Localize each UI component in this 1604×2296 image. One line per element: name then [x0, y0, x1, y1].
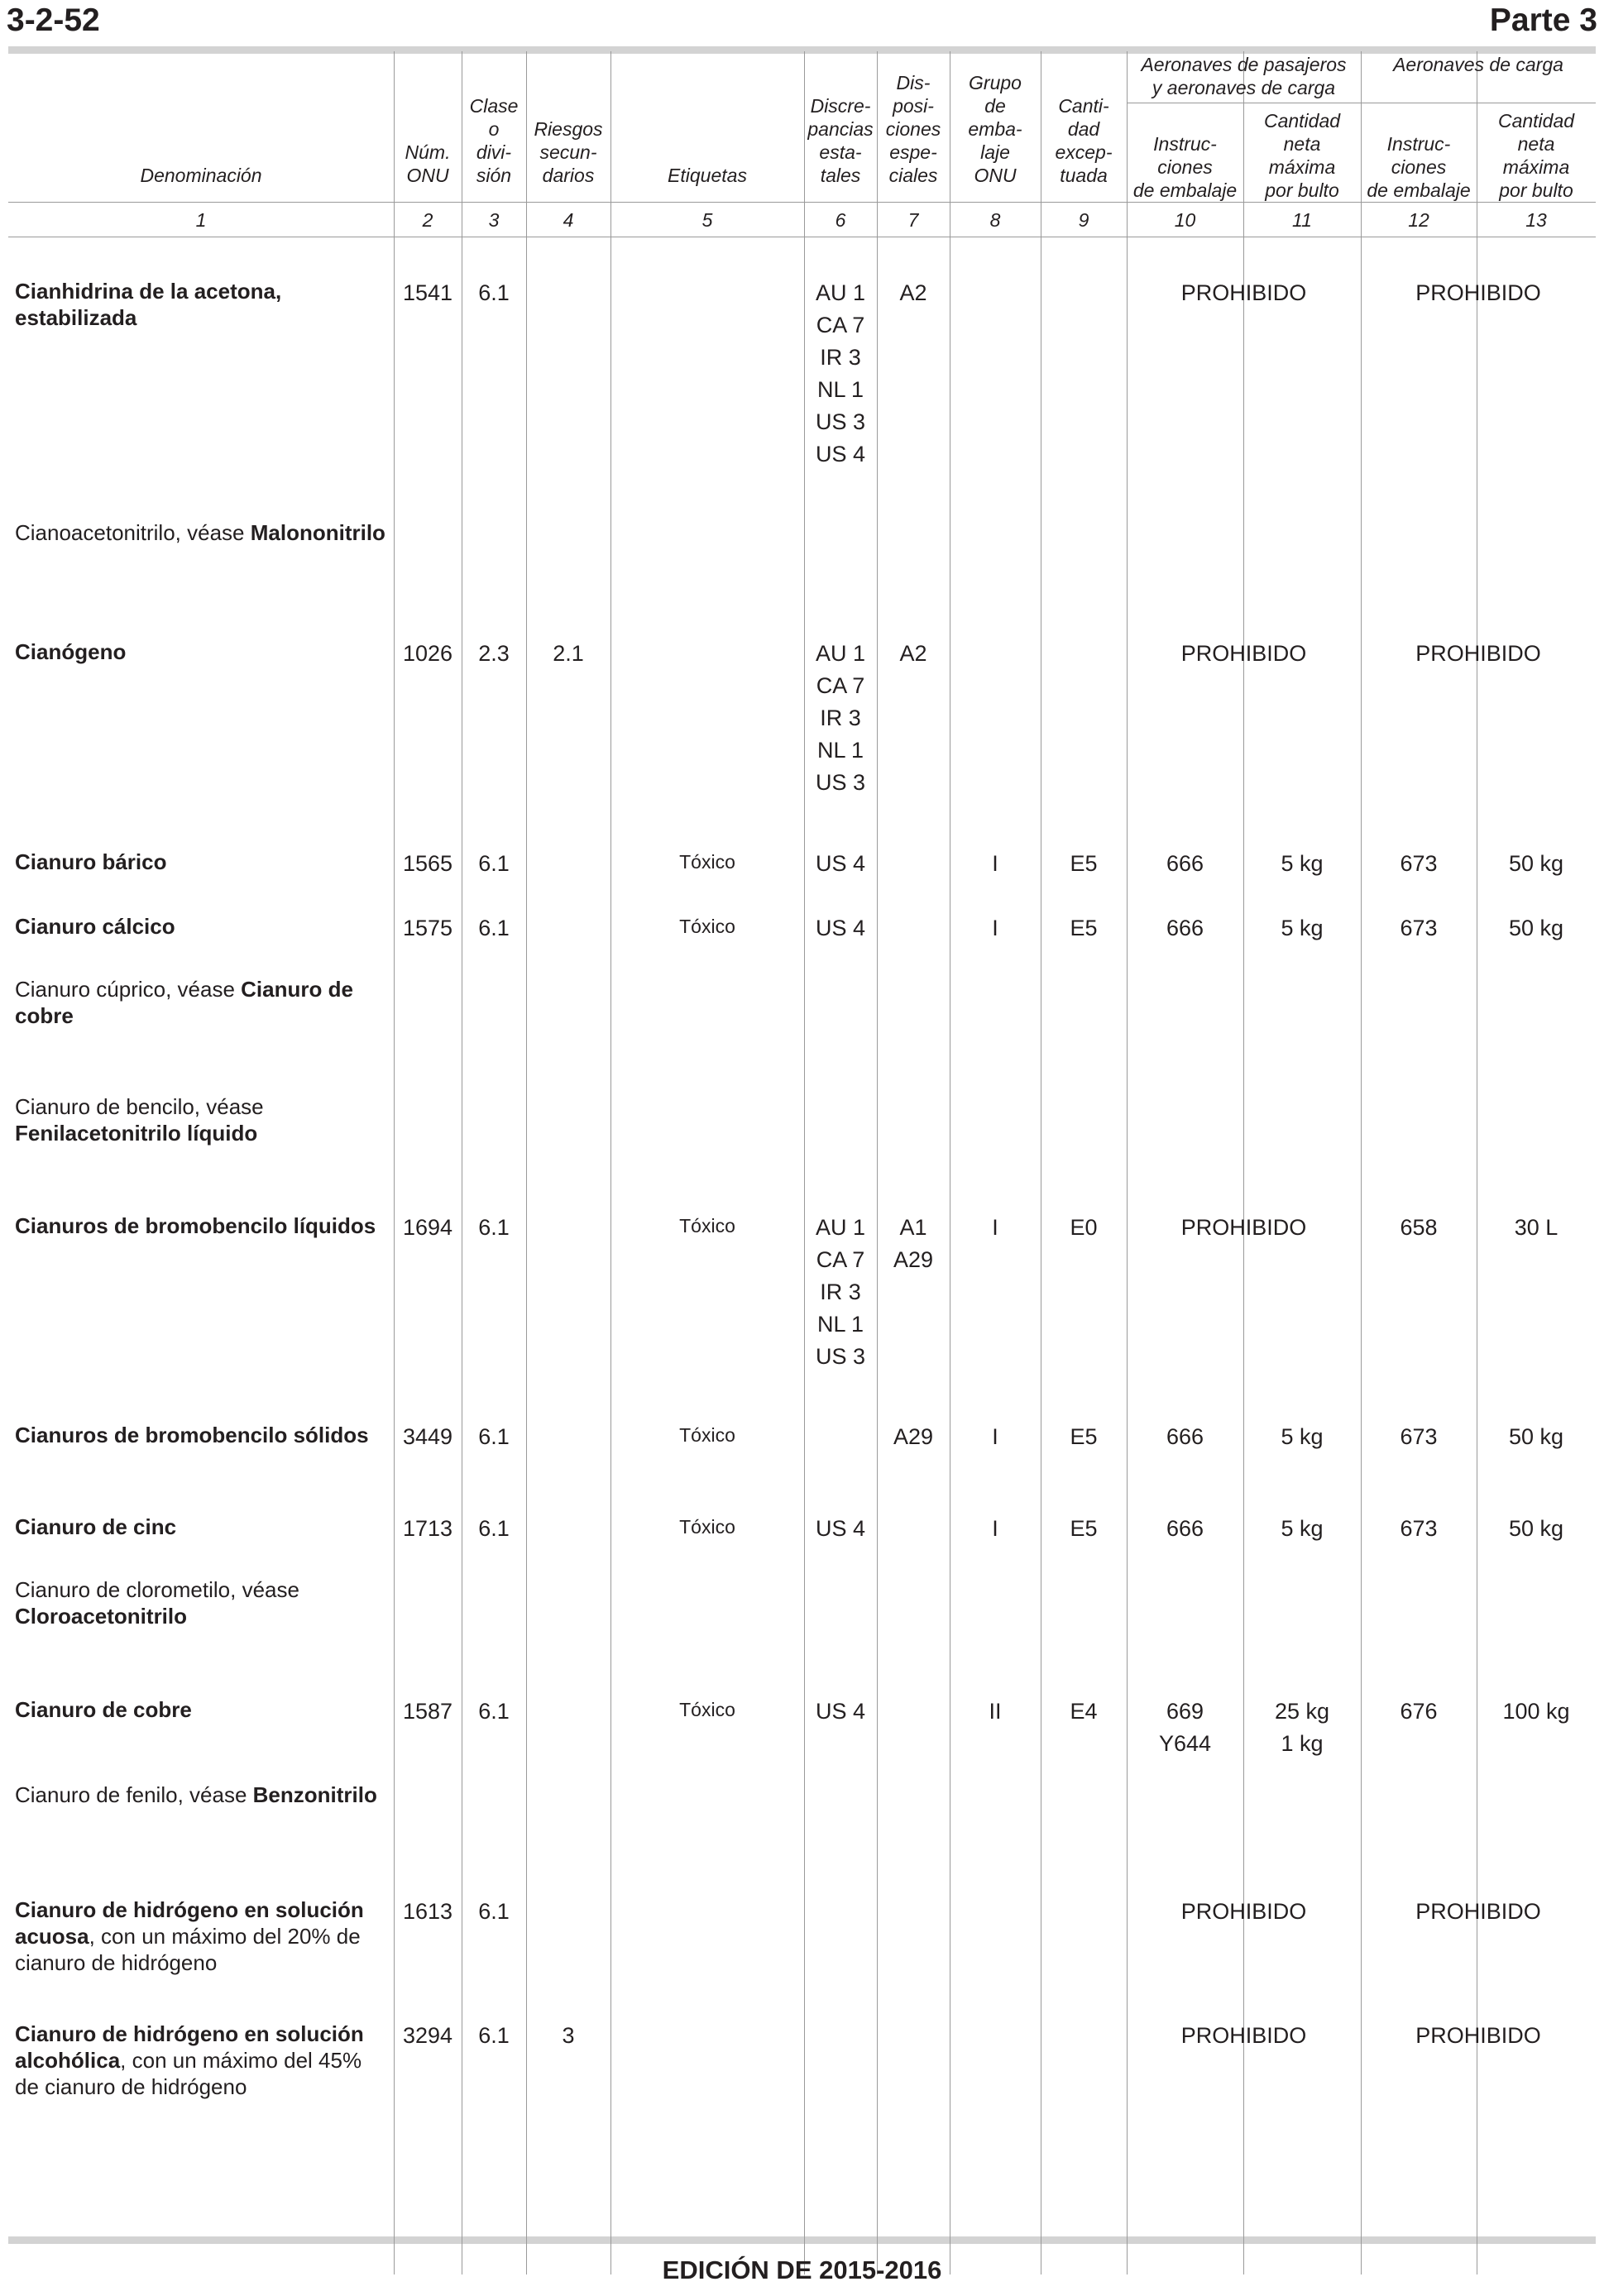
substance-name: Cianuros de bromobencilo líquidos — [15, 1213, 376, 1238]
cell-discrepancias: US 4 — [815, 1516, 866, 1541]
col-number: 5 — [701, 209, 713, 231]
cell-disposiciones: A1 A29 — [893, 1215, 934, 1272]
bottom-rule — [8, 2236, 1596, 2244]
cell-cantidad-c: 50 kg — [1508, 1424, 1564, 1449]
cell-prohibido-pasajeros: PROHIBIDO — [1180, 641, 1307, 666]
cross-reference: Malononitrilo — [250, 520, 385, 545]
cell-clase: 6.1 — [478, 1899, 510, 1924]
cell-instrucciones-p: 666 — [1166, 1516, 1204, 1541]
substance-name: Cianuro de cinc — [15, 1514, 177, 1539]
row-name: Cianoacetonitrilo, véase Malononitrilo — [15, 520, 385, 545]
cell-onu: 1541 — [402, 280, 453, 305]
cell-onu: 3294 — [402, 2023, 453, 2048]
column-divider — [526, 51, 527, 2274]
cell-riesgos: 2.1 — [553, 641, 584, 666]
column-divider — [1243, 51, 1244, 2274]
col-number: 11 — [1292, 209, 1312, 231]
cell-instrucciones-c: 673 — [1400, 916, 1438, 940]
column-divider — [1361, 51, 1362, 2274]
col-header-instrucciones-c: Instruc- ciones de embalaje — [1367, 133, 1471, 201]
cell-clase: 6.1 — [478, 2023, 510, 2048]
cell-instrucciones-c: 658 — [1400, 1215, 1438, 1240]
col-number: 7 — [907, 209, 919, 231]
edition-footer: EDICIÓN DE 2015-2016 — [662, 2255, 942, 2284]
cell-onu: 3449 — [402, 1424, 453, 1449]
col-number: 10 — [1174, 209, 1196, 231]
cell-prohibido-pasajeros: PROHIBIDO — [1180, 280, 1307, 305]
cell-disposiciones: A2 — [899, 280, 927, 305]
row-name — [15, 1213, 391, 1239]
cell-prohibido-carga: PROHIBIDO — [1415, 1899, 1541, 1924]
row-name — [15, 639, 391, 665]
cell-discrepancias: AU 1 CA 7 IR 3 NL 1 US 3 US 4 — [815, 280, 866, 466]
col-header-cantidad-exceptuada: Canti- dad excep- tuada — [1055, 95, 1113, 186]
cell-instrucciones-c: 673 — [1400, 1516, 1438, 1541]
row-name: Cianuro de fenilo, véase Benzonitrilo — [15, 1782, 377, 1807]
cell-instrucciones-p: 666 — [1166, 851, 1204, 876]
cell-etiquetas: Tóxico — [679, 1424, 735, 1446]
row-name — [15, 1696, 391, 1723]
col-header-aeronaves-carga: Aeronaves de carga — [1393, 54, 1563, 75]
cell-clase: 6.1 — [478, 1699, 510, 1724]
row-name: Cianuro de bencilo, véase Fenilacetonitrilo líquido — [15, 1094, 264, 1146]
substance-name: Cianuro de hidrógeno en solución acuosa — [15, 1897, 364, 1949]
cell-instrucciones-c: 673 — [1400, 851, 1438, 876]
col-header-instrucciones-p: Instruc- ciones de embalaje — [1132, 133, 1238, 201]
cell-grupo: I — [992, 851, 998, 876]
cell-etiquetas: Tóxico — [679, 1699, 735, 1720]
cell-exceptuada: E5 — [1070, 1424, 1098, 1449]
row-name: Cianuro de hidrógeno en solución alcohólica, con un máximo del 45% de cianuro de hidrógeno — [15, 2021, 364, 2099]
cell-cantidad-c: 30 L — [1514, 1215, 1559, 1240]
cross-reference: Cloroacetonitrilo — [15, 1604, 188, 1629]
part-label: Parte 3 — [1489, 2, 1597, 38]
cell-instrucciones-p: 669 Y644 — [1158, 1699, 1212, 1756]
cell-onu: 1575 — [402, 916, 453, 940]
col-number: 1 — [195, 209, 207, 231]
substance-name: Cianuro bárico — [15, 849, 167, 874]
cell-onu: 1565 — [402, 851, 453, 876]
col-number: 9 — [1078, 209, 1089, 231]
cell-etiquetas: Tóxico — [679, 851, 735, 873]
col-header-disposiciones: Dis- posi- ciones espe- ciales — [885, 72, 941, 186]
substance-name: Cianuros de bromobencilo sólidos — [15, 1423, 369, 1447]
substance-name: Cianuro de hidrógeno en solución alcohólica — [15, 2021, 364, 2073]
cell-grupo: I — [992, 1215, 998, 1240]
cell-riesgos: 3 — [562, 2023, 575, 2048]
cell-etiquetas: Tóxico — [679, 1516, 735, 1538]
cell-prohibido-pasajeros: PROHIBIDO — [1180, 1215, 1307, 1240]
cell-cantidad-p: 5 kg — [1281, 1424, 1324, 1449]
cell-prohibido-carga: PROHIBIDO — [1415, 280, 1541, 305]
cell-grupo: I — [992, 916, 998, 940]
row-name: Cianuro cúprico, véase Cianuro de cobre — [15, 977, 353, 1028]
cross-reference: Cianuro de cobre — [15, 977, 353, 1028]
cell-instrucciones-c: 673 — [1400, 1424, 1438, 1449]
cell-clase: 6.1 — [478, 851, 510, 876]
col-header-onu: Núm. ONU — [405, 141, 451, 186]
col-number: 6 — [835, 209, 846, 231]
cell-grupo: I — [992, 1424, 998, 1449]
cell-etiquetas: Tóxico — [679, 916, 735, 937]
col-header-denominacion: Denominación — [140, 165, 262, 186]
cell-cantidad-c: 50 kg — [1508, 1516, 1564, 1541]
col-number: 3 — [488, 209, 500, 231]
col-number: 13 — [1525, 209, 1547, 231]
col-number: 12 — [1408, 209, 1429, 231]
cell-instrucciones-p: 666 — [1166, 1424, 1204, 1449]
cell-discrepancias: US 4 — [815, 916, 866, 940]
cell-grupo: II — [989, 1699, 1002, 1724]
col-number: 4 — [563, 209, 574, 231]
cell-clase: 6.1 — [478, 280, 510, 305]
column-divider — [1127, 51, 1128, 2274]
cell-clase: 2.3 — [478, 641, 510, 666]
cell-clase: 6.1 — [478, 1215, 510, 1240]
cell-onu: 1587 — [402, 1699, 453, 1724]
cross-reference: Benzonitrilo — [252, 1782, 377, 1807]
cell-onu: 1026 — [402, 641, 453, 666]
column-divider — [394, 51, 395, 2274]
cell-clase: 6.1 — [478, 1516, 510, 1541]
cell-clase: 6.1 — [478, 1424, 510, 1449]
cell-exceptuada: E5 — [1070, 916, 1098, 940]
header-bottom-rule — [8, 202, 1596, 203]
substance-name: Cianuro de cobre — [15, 1697, 192, 1722]
cell-onu: 1694 — [402, 1215, 453, 1240]
cell-grupo: I — [992, 1516, 998, 1541]
cell-exceptuada: E0 — [1070, 1215, 1098, 1240]
col-header-discrepancias: Discre- pancias esta- tales — [807, 95, 874, 186]
cell-cantidad-c: 50 kg — [1508, 851, 1564, 876]
row-name — [15, 913, 391, 940]
column-divider — [610, 51, 611, 2274]
col-header-aeronaves-pasajeros: Aeronaves de pasajeros y aeronaves de carga — [1141, 54, 1347, 98]
cell-exceptuada: E5 — [1070, 851, 1098, 876]
cell-prohibido-carga: PROHIBIDO — [1415, 641, 1541, 666]
cell-discrepancias: US 4 — [815, 851, 866, 876]
col-header-etiquetas: Etiquetas — [668, 165, 747, 186]
cell-discrepancias: US 4 — [815, 1699, 866, 1724]
cell-onu: 1713 — [402, 1516, 453, 1541]
cell-prohibido-pasajeros: PROHIBIDO — [1180, 1899, 1307, 1924]
cell-cantidad-p: 5 kg — [1281, 1516, 1324, 1541]
row-name — [15, 1514, 391, 1540]
substance-name: Cianógeno — [15, 639, 127, 664]
col-number: 2 — [422, 209, 433, 231]
cell-etiquetas: Tóxico — [679, 1215, 735, 1236]
col-header-cantidad-c: Cantidad neta máxima por bulto — [1497, 110, 1575, 201]
row-name — [15, 278, 391, 331]
col-number: 8 — [989, 209, 1001, 231]
cell-cantidad-c: 100 kg — [1502, 1699, 1570, 1724]
row-name: Cianuro de clorometilo, véase Cloroacetonitrilo — [15, 1577, 299, 1629]
cell-cantidad-p: 5 kg — [1281, 916, 1324, 940]
cell-disposiciones: A2 — [899, 641, 927, 666]
cell-cantidad-c: 50 kg — [1508, 916, 1564, 940]
cell-prohibido-carga: PROHIBIDO — [1415, 2023, 1541, 2048]
cell-onu: 1613 — [402, 1899, 453, 1924]
cell-instrucciones-c: 676 — [1400, 1699, 1438, 1724]
cell-cantidad-p: 5 kg — [1281, 851, 1324, 876]
col-header-grupo: Grupo de emba- laje ONU — [968, 72, 1022, 186]
row-name — [15, 849, 391, 875]
cell-prohibido-pasajeros: PROHIBIDO — [1180, 2023, 1307, 2048]
cell-cantidad-p: 25 kg 1 kg — [1274, 1699, 1330, 1756]
cell-disposiciones: A29 — [893, 1424, 934, 1449]
substance-name: Cianhidrina de la acetona, estabilizada — [15, 279, 282, 330]
cell-discrepancias: AU 1 CA 7 IR 3 NL 1 US 3 — [815, 641, 866, 795]
substance-name: Cianuro cálcico — [15, 914, 175, 939]
cell-exceptuada: E4 — [1070, 1699, 1098, 1724]
row-name — [15, 1422, 391, 1448]
cell-exceptuada: E5 — [1070, 1516, 1098, 1541]
cell-clase: 6.1 — [478, 916, 510, 940]
column-divider — [877, 51, 878, 2274]
cell-instrucciones-p: 666 — [1166, 916, 1204, 940]
page-number: 3-2-52 — [7, 2, 100, 38]
cell-discrepancias: AU 1 CA 7 IR 3 NL 1 US 3 — [815, 1215, 866, 1369]
col-header-clase: Clase o divi- sión — [469, 95, 519, 186]
cross-reference: Fenilacetonitrilo líquido — [15, 1121, 258, 1146]
col-header-riesgos: Riesgos secun- darios — [534, 118, 603, 186]
row-name: Cianuro de hidrógeno en solución acuosa, con un máximo del 20% de cianuro de hidrógeno — [15, 1897, 364, 1975]
col-header-cantidad-p: Cantidad neta máxima por bulto — [1263, 110, 1341, 201]
